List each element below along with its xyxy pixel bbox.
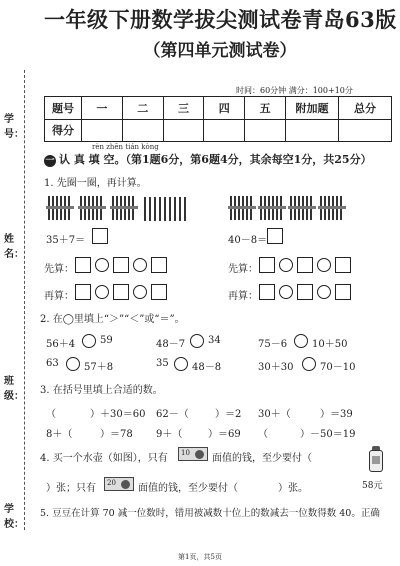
score-input-cell[interactable] [163,119,204,142]
score-input-cell[interactable] [204,119,245,142]
banknote-10-icon [178,447,208,461]
margin-class: 班级： [4,376,24,402]
operator-circle[interactable] [279,258,293,272]
score-table-score-row [45,119,392,142]
q5-text: 5. 豆豆在计算 70 减一位数时，错用被减数十位上的数减去一位数得数 40。正确 [40,508,380,519]
compare-circle[interactable] [294,334,308,348]
score-input-cell[interactable] [245,119,286,142]
q2-expr: 59 [100,335,113,346]
section-number-badge: 一 [45,156,55,166]
q1-first-label: 先算： [44,264,74,275]
margin-name: 姓名： [4,234,24,260]
operator-circle[interactable] [95,258,109,272]
compare-circle[interactable] [174,357,188,371]
q3-text: （ [46,409,56,420]
score-table [44,96,392,142]
compare-circle[interactable] [302,357,316,371]
answer-box[interactable] [151,257,167,273]
loose-sticks-icon [144,196,190,220]
q4-line1-b: 面值的钱，至少要付（ [212,453,312,464]
answer-box[interactable] [259,257,275,273]
compare-circle[interactable] [190,334,204,348]
score-input-cell[interactable] [122,119,163,142]
q3-text: 30＋（ [258,409,291,420]
q2-expr: 56＋4 [46,339,76,350]
operator-circle[interactable] [95,285,109,299]
q2-expr: 30＋30 [258,362,294,373]
operator-circle[interactable] [317,258,331,272]
q1-right-expression: 40－8＝ [228,235,268,246]
q3-text: （ [258,429,268,440]
kettle-icon [366,446,386,474]
q3-text: ）＝2 [215,409,242,420]
stick-bundle-icon [110,195,140,221]
q3-text: 9＋（ [156,429,183,440]
score-header-cell: 四 [204,97,245,120]
banknote-value: 20 [107,479,116,487]
q3-text: ）＝78 [100,429,133,440]
q4-line2-a: ）张；只有 [46,483,96,494]
q1-then-label-right: 再算： [228,291,258,302]
banknote-20-icon [104,477,134,491]
q2-expr: 35 [156,358,169,369]
q1-label: 1. 先圈一圈，再计算。 [44,178,147,189]
page-subtitle: （第四单元测试卷） [143,41,297,61]
score-header-cell: 总分 [339,97,392,120]
q3-text: ）＝39 [320,409,353,420]
score-header-cell: 五 [245,97,286,120]
score-header-cell: 三 [163,97,204,120]
page-title: 一年级下册数学拔尖测试卷青岛63版 [44,7,397,32]
section-title [44,151,372,167]
q2-expr: 63 [46,358,59,369]
q2-expr: 34 [208,335,221,346]
score-header-cell: 附加题 [286,97,339,120]
q3-text: ）－50＝19 [300,429,356,440]
margin-school: 学校： [4,504,24,530]
answer-box[interactable] [75,284,91,300]
q2-expr: 70－10 [320,362,356,373]
banknote-value: 10 [181,449,190,457]
q1-left-expression: 35＋7＝ [46,235,86,246]
stick-bundle-icon [318,195,348,221]
answer-box[interactable] [75,257,91,273]
binding-dashed-line [24,70,25,530]
q4-line2-c: ）张。 [278,483,308,494]
compare-circle[interactable] [82,334,96,348]
score-input-cell[interactable] [286,119,339,142]
q3-text: ）＝69 [208,429,241,440]
answer-box[interactable] [259,284,275,300]
page-footer: 第1页，共5页 [178,553,222,561]
operator-circle[interactable] [317,285,331,299]
q4-line1-a: 4. 买一个水壶（如图），只有 [40,453,168,464]
score-input-cell[interactable] [339,119,392,142]
q3-text: 8＋（ [46,429,73,440]
section-title-text: 认 真 填 空。（第1题6分，第6题4分，其余每空1分，共25分） [59,153,372,166]
score-header-cell: 二 [122,97,163,120]
compare-circle[interactable] [66,357,80,371]
q2-expr: 75－6 [258,339,288,350]
operator-circle[interactable] [133,285,147,299]
answer-box[interactable] [113,257,129,273]
stick-bundle-icon [78,195,108,221]
q3-text: 62－（ [156,409,189,420]
time-info: 时间：60分钟 满分：100+10分 [236,86,353,95]
stick-bundle-icon [46,195,76,221]
stick-bundle-icon [288,195,318,221]
q2-expr: 57＋8 [84,362,114,373]
q1-then-label: 再算： [44,291,74,302]
q2-expr: 48－8 [192,362,222,373]
score-input-cell[interactable] [82,119,123,142]
operator-circle[interactable] [133,258,147,272]
answer-box[interactable] [335,284,351,300]
answer-box[interactable] [113,284,129,300]
score-table-header-row [45,97,392,120]
score-header-cell: 题号 [45,97,82,120]
q4-line2-b: 面值的钱，至少要付（ [138,483,238,494]
answer-box[interactable] [151,284,167,300]
stick-bundle-icon [228,195,258,221]
q1-first-label-right: 先算： [228,264,258,275]
q2-expr: 48－7 [156,339,186,350]
answer-box[interactable] [297,284,313,300]
answer-box[interactable] [335,257,351,273]
answer-box[interactable] [297,257,313,273]
kettle-price: 58元 [362,481,383,491]
margin-student-no: 学号： [4,114,24,140]
operator-circle[interactable] [279,285,293,299]
answer-box[interactable] [267,228,283,244]
q3-text: ）＋30＝60 [90,409,146,420]
score-row-label: 得分 [45,119,82,142]
answer-box[interactable] [92,228,108,244]
stick-bundle-icon [258,195,288,221]
q2-expr: 10＋50 [312,339,348,350]
q3-label: 3. 在括号里填上合适的数。 [40,385,163,396]
score-header-cell: 一 [82,97,123,120]
q2-label: 2. 在◯里填上“＞”“＜”或“＝”。 [40,314,185,325]
section-pinyin: rèn zhēn tián kòng [92,143,159,151]
